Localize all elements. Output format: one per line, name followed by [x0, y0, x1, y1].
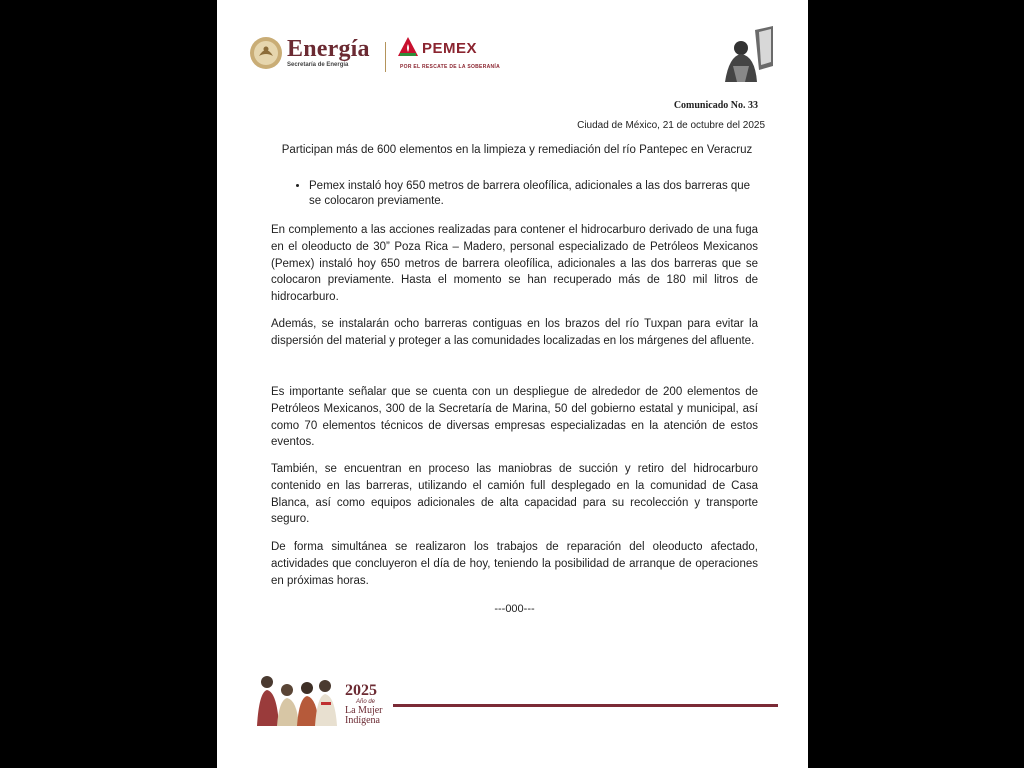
- document-page: [217, 0, 808, 768]
- communique-number: Comunicado No. 33: [673, 100, 758, 111]
- national-seal-icon: [249, 36, 283, 70]
- footer-ano-de: Año de: [356, 699, 376, 705]
- footer-la-mujer: La Mujer: [345, 705, 383, 716]
- indigenous-women-illustration-icon: [251, 668, 339, 726]
- closing-separator: ---000---: [494, 603, 535, 615]
- energia-subtitle: Secretaría de Energía: [287, 62, 349, 68]
- document-title: Participan más de 600 elementos en la limpieza y remediación del río Pantepec en Veracruz: [281, 144, 753, 156]
- pemex-logo-icon: [397, 36, 419, 58]
- energia-title: Energía: [287, 36, 370, 62]
- footer-rule: [393, 704, 778, 707]
- pemex-wordmark: PEMEX: [422, 40, 478, 57]
- paragraph-5: De forma simultánea se realizaron los trabajos de reparación del oleoducto afectado, actividades que concluyeron el día de hoy, teniendo la posibilidad de arranque de operaciones en próximas horas.: [271, 541, 758, 587]
- pemex-tagline: POR EL RESCATE DE LA SOBERANÍA: [400, 64, 501, 70]
- paragraph-3: Es importante señalar que se cuenta con un despliegue de alrededor de 200 elementos de Petróleos Mexicanos, 300 de la Secretaría de Marina, 50 del gobierno estatal y municipal, así como 70 elementos técnicos de diversas empresas especializadas en la atención de estos eventos.: [271, 386, 758, 449]
- paragraph-1: En complemento a las acciones realizadas para contener el hidrocarburo derivado de una fuga en el oleoducto de 30” Poza Rica – Madero, personal especializado de Petróleos Mexicanos (Pemex) instaló hoy 650 metros de barrera oleofílica, adicionales a las dos barreras que se colocaron previamente. Hasta el momento se han recuperado más de 180 mil litros de hidrocarburo.: [271, 224, 758, 304]
- historic-portrait-icon: [715, 26, 779, 84]
- highlight-item: • Pemex instaló hoy 650 metros de barrera oleofílica, adicionales a las dos barreras que se colocaron previamente.: [309, 179, 757, 208]
- highlight-list: [287, 179, 757, 208]
- header-divider: [385, 42, 386, 72]
- paragraph-4: También, se encuentran en proceso las maniobras de succión y retiro del hidrocarburo contenido en las barreras, utilizando el camión full desplegado en la comunidad de Casa Blanca, así como equipos adicionales de alta capacidad para su recolección y transporte seguro.: [271, 463, 758, 526]
- footer: [251, 668, 781, 732]
- letterhead: [249, 36, 779, 84]
- footer-la-mujer-indigena: [345, 706, 383, 726]
- paragraph-2: Además, se instalarán ocho barreras contiguas en los brazos del río Tuxpan para evitar la dispersión del material y proteger a las comunidades localizadas en los márgenes del afluente.: [271, 318, 758, 347]
- date-line: Ciudad de México, 21 de octubre del 2025: [577, 120, 765, 131]
- footer-indigena: Indígena: [345, 715, 380, 726]
- footer-year: 2025: [345, 682, 377, 699]
